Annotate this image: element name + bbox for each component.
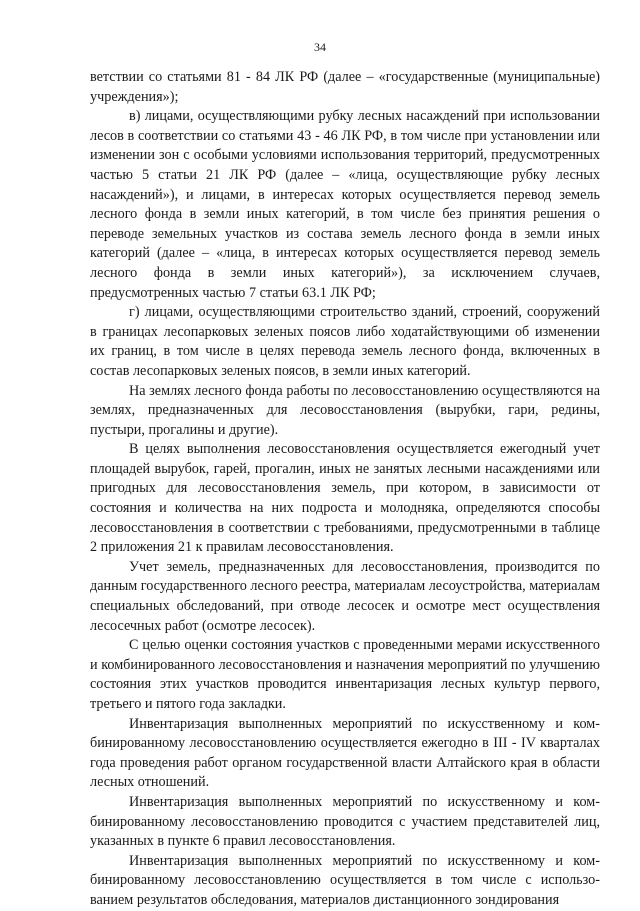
paragraph: Инвентаризация выполненных мероприятий по искусственному и комбинированному лесовосстановлению проводится с участием представителей лиц, указанных в пункте 6 правил лесовосстановления. — [90, 793, 600, 850]
body-text — [90, 68, 600, 911]
page-number: 34 — [314, 40, 326, 54]
paragraph: ветствии со статьями 81 - 84 ЛК РФ (далее – «государственные (муниципальные) учреждения»); — [90, 69, 600, 105]
paragraph: С целью оценки состояния участков с проведенными мерами искусственного и комбинированного лесовосстановления и назначения мероприятий по улучшению состояния этих участков проводится инвентаризация лесных культур первого, третьего и пятого года закладки. — [90, 637, 600, 712]
paragraph: На землях лесного фонда работы по лесовосстановлению осуществляются на землях, предназначенных для лесовосстановления (вырубки, гари, редины, пустыри, прогалины и другие). — [90, 382, 600, 438]
paragraph: Учет земель, предназначенных для лесовосстановления, производится по данным государственного лесного реестра, материалам лесоустройства, материалам специальных обследований, при отводе лесосек и осмотре мест осуществления лесосечных работ (осмотре лесосек). — [90, 558, 601, 634]
paragraph: Инвентаризация выполненных мероприятий по искусственному и комбинированному лесовосстановлению осуществляется ежегодно в III - IV кварталах года проведения работ органом государственной власти Алтайского края в области лесных отношений. — [90, 715, 600, 791]
paragraph: в) лицами, осуществляющими рубку лесных насаждений при использовании лесов в соответствии со статьями 43 - 46 ЛК РФ, в том числе при установлении или изменении зон с особыми условиями использования территорий, предусмотренных частью 5 статьи 21 ЛК РФ (далее – «лица, осуществляющие рубку лесных насаждений»), и лицами, в интересах которых осуществляется перевод земель лесного фонда в земли иных категорий, в том числе без принятия решения о переводе земельных участков из состава земель лесного фонда в земли иных категорий (далее – «лица, в интересах которых осуществляется перевод земель лесного фонда в земли иных категорий»), за исключением случаев, предусмотренных частью 7 статьи 63.1 ЛК РФ; — [90, 108, 600, 301]
paragraph: В целях выполнения лесовосстановления осуществляется ежегодный учет площадей вырубок, гарей, прогалин, иных не занятых лесными насаждениями или пригодных для лесовосстановления земель, при котором, в зависимости от состояния и количества на них подроста и молодняка, определяются способы лесовосстановления в соответствии с требованиями, предусмотренными в таблице 2 приложения 21 к правилам лесовосстановления. — [90, 441, 600, 556]
paragraph: г) лицами, осуществляющими строительство зданий, строений, сооружений в границах лесопарковых зеленых поясов либо ходатайствующими об изменении их границ, в том числе в целях перевода земель лесного фонда, включенных в состав лесопарковых зеленых поясов, в земли иных категорий. — [90, 304, 600, 379]
paragraph: Инвентаризация выполненных мероприятий по искусственному и комбинированному лесовосстановлению осуществляется в том числе с использованием результатов обследования, материалов дистанционного зондирования — [90, 852, 600, 908]
